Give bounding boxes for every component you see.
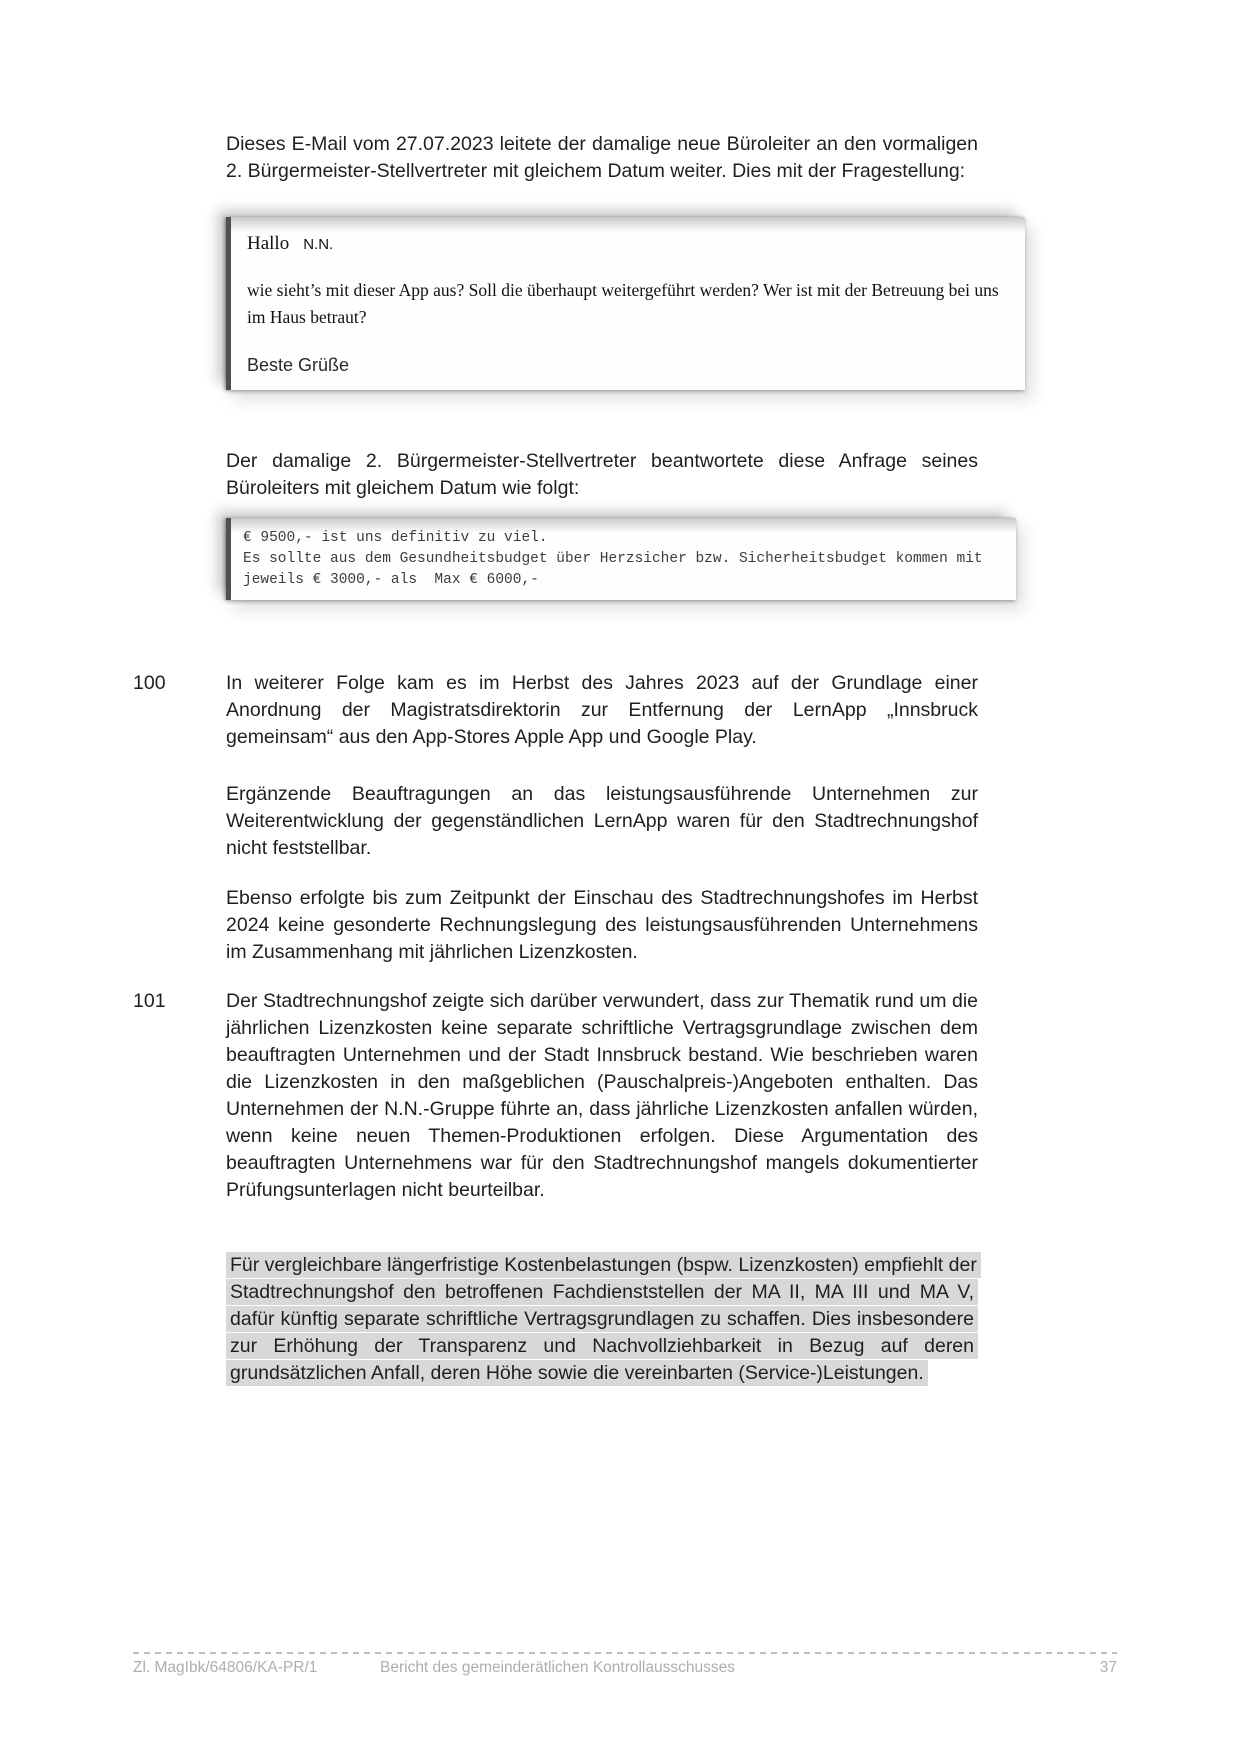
- section-paragraph: Ergänzende Beauftragungen an das leistungsausführende Unternehmen zur Weiterentwicklung der gegenständlichen LernApp waren für den Stadtrechnungshof nicht feststellbar.: [226, 783, 978, 859]
- section-number: 101: [133, 990, 166, 1012]
- footer-title: Bericht des gemeinderätlichen Kontrollausschusses: [380, 1659, 735, 1676]
- reply-scan-box: [226, 518, 1016, 600]
- footer-divider: [133, 1652, 1117, 1654]
- between-block: [133, 448, 978, 502]
- recommendation-paragraph: [226, 1252, 978, 1387]
- section-101: [133, 988, 978, 1204]
- section-paragraph: Der Stadtrechnungshof zeigte sich darüber verwundert, dass zur Thematik rund um die jährlichen Lizenzkosten keine separate schriftliche Vertragsgrundlage zwischen dem beauftragten Unternehmen und der Stadt Innsbruck bestand. Wie beschrieben waren die Lizenzkosten in den maßgeblichen (Pauschalpreis-)Angeboten enthalten. Das Unternehmen der N.N.-Gruppe führte an, dass jährliche Lizenzkosten anfallen würden, wenn keine neuen Themen-Produktionen erfolgen. Diese Argumentation des beauftragten Unternehmens war für den Stadtrechnungshof mangels dokumentierter Prüfungsunterlagen nicht beurteilbar.: [226, 990, 978, 1201]
- email-greeting: Hallo: [247, 233, 290, 254]
- email-recipient: N.N.: [303, 236, 334, 253]
- recommendation-highlight: Für vergleichbare längerfristige Kostenbelastungen (bspw. Lizenzkosten) empfiehlt der Stadtrechnungshof den betroffenen Fachdienststellen der MA II, MA III und MA V, dafür künftig separate schriftliche Vertragsgrundlagen zu schaffen. Dies insbesondere zur Erhöhung der Transparenz und Nachvollziehbarkeit in Bezug auf deren grundsätzlichen Anfall, deren Höhe sowie die vereinbarten (Service-)Leistungen.: [226, 1252, 981, 1386]
- reply-line: jeweils € 3000,- als Max € 6000,-: [243, 572, 539, 588]
- footer-page-number: 37: [1099, 1659, 1117, 1676]
- reply-line: € 9500,- ist uns definitiv zu viel.: [243, 530, 548, 546]
- section-paragraph: Ebenso erfolgte bis zum Zeitpunkt der Einschau des Stadtrechnungshofes im Herbst 2024 keine gesonderte Rechnungslegung des leistungsausführenden Unternehmens im Zusammenhang mit jährlichen Lizenzkosten.: [226, 887, 978, 963]
- section-paragraph: In weiterer Folge kam es im Herbst des Jahres 2023 auf der Grundlage einer Anordnung der Magistratsdirektorin zur Entfernung der LernApp „Innsbruck gemeinsam“ aus den App-Stores Apple App und Google Play.: [226, 672, 978, 748]
- email-closing: Beste Grüße: [247, 355, 350, 375]
- intro-block: [133, 131, 978, 185]
- page-content: [133, 131, 999, 1387]
- section-100-para-2: [133, 781, 978, 862]
- email-body: wie sieht’s mit dieser App aus? Soll die überhaupt weitergeführt werden? Wer ist mit der Betreuung bei uns im Haus betraut?: [247, 280, 999, 327]
- section-100: [133, 670, 978, 751]
- footer-reference: Zl. MagIbk/64806/KA-PR/1: [133, 1659, 318, 1676]
- page-footer: [133, 1652, 1117, 1677]
- reply-line: Es sollte aus dem Gesundheitsbudget über Herzsicher bzw. Sicherheitsbudget kommen mit: [243, 551, 983, 567]
- email-scan-box: [226, 217, 1025, 390]
- between-paragraph: Der damalige 2. Bürgermeister-Stellvertreter beantwortete diese Anfrage seines Büroleiters mit gleichem Datum wie folgt:: [226, 450, 978, 499]
- email-greeting-line: [247, 233, 1025, 255]
- recommendation-block: [133, 1252, 978, 1387]
- section-number: 100: [133, 672, 166, 694]
- section-100-para-3: [133, 885, 978, 966]
- intro-paragraph: Dieses E-Mail vom 27.07.2023 leitete der damalige neue Büroleiter an den vormaligen 2. Bürgermeister-Stellvertreter mit gleichem Datum weiter. Dies mit der Fragestellung:: [226, 133, 978, 182]
